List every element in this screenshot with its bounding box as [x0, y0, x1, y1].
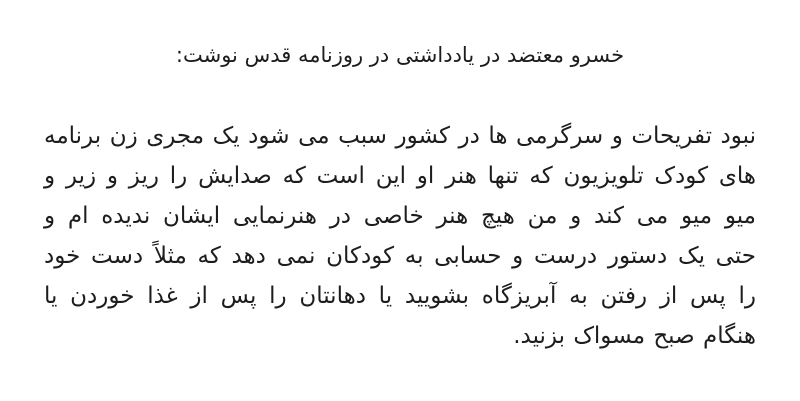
article-body	[44, 116, 756, 356]
body-line-1: نبود تفریحات و سرگرمی ها در کشور سبب می شود یک مجری زن برنامه	[44, 123, 756, 149]
body-line-6: هنگام صبح مسواک بزنید.	[513, 323, 756, 349]
body-line-4: حتی یک دستور درست و حسابی به کودکان نمی دهد که مثلاً دست خود	[44, 243, 756, 269]
body-line-5: را پس از رفتن به آبریزگاه بشویید یا دهانتان را پس از غذا خوردن یا	[44, 283, 756, 309]
body-line-3: میو میو می کند و من هیچ هنر خاصی در هنرنمایی ایشان ندیده ام و	[44, 203, 756, 229]
article-headline: خسرو معتضد در یادداشتی در روزنامه قدس نوشت:	[175, 43, 625, 67]
body-line-2: های کودک تلویزیون که تنها هنر او این است که صدایش را ریز و زیر و	[44, 163, 756, 189]
